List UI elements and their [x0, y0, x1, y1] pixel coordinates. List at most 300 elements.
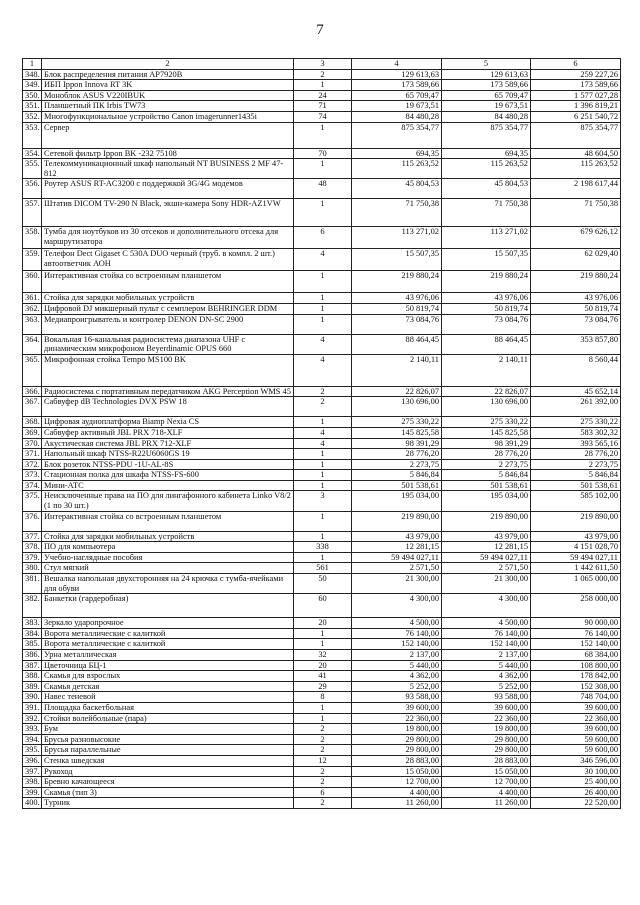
total-cost: 59 600,00 [531, 745, 621, 756]
item-name: Урна металлическая [42, 650, 294, 661]
table-row [23, 618, 621, 629]
row-number: 393. [23, 724, 42, 735]
row-number: 400. [23, 798, 42, 809]
item-name: Стойка для зарядки мобильных устройств [42, 531, 294, 542]
row-number: 379. [23, 552, 42, 563]
unit-price: 29 800,00 [352, 745, 442, 756]
item-name: Телекоммуникационный шкаф напольный NT BUSINESS 2 MF 47-812 [42, 159, 294, 179]
unit-price: 65 709,47 [352, 90, 442, 101]
item-name: Неисключенные права на ПО для лингафонного кабинета Linko V8/2 (1 по 30 шт.) [42, 491, 294, 511]
table-row [23, 594, 621, 618]
total-cost: 30 100,00 [531, 766, 621, 777]
item-name: Сабвуфер активный JBL PRX 718-XLF [42, 427, 294, 438]
cost: 59 494 027,11 [442, 552, 531, 563]
table-row [23, 80, 621, 91]
quantity: 2 [294, 69, 352, 80]
total-cost: 62 029,40 [531, 249, 621, 271]
unit-price: 73 084,76 [352, 314, 442, 334]
table-row [23, 459, 621, 470]
cost: 73 084,76 [442, 314, 531, 334]
inventory-table [22, 58, 621, 809]
total-cost: 353 857,80 [531, 334, 621, 354]
quantity: 2 [294, 386, 352, 397]
row-number: 357. [23, 199, 42, 227]
cost: 29 800,00 [442, 734, 531, 745]
cost: 88 464,45 [442, 334, 531, 354]
table-row [23, 249, 621, 271]
total-cost: 115 263,52 [531, 159, 621, 179]
row-number: 367. [23, 397, 42, 417]
item-name: Тумба для ноутбуков из 30 отсеков и дополнительного отсека для маршрутизатора [42, 227, 294, 249]
table-row [23, 734, 621, 745]
table-row [23, 199, 621, 227]
unit-price: 4 300,00 [352, 594, 442, 618]
cost: 4 400,00 [442, 787, 531, 798]
unit-price: 12 700,00 [352, 777, 442, 788]
quantity: 1 [294, 122, 352, 148]
total-cost: 73 084,76 [531, 314, 621, 334]
table-row [23, 179, 621, 199]
unit-price: 19 673,51 [352, 101, 442, 112]
row-number: 395. [23, 745, 42, 756]
unit-price: 129 613,63 [352, 69, 442, 80]
item-name: Брусья параллельные [42, 745, 294, 756]
row-number: 371. [23, 449, 42, 460]
total-cost: 346 596,00 [531, 755, 621, 766]
total-cost: 748 704,00 [531, 692, 621, 703]
cost: 93 588,00 [442, 692, 531, 703]
unit-price: 219 890,00 [352, 511, 442, 531]
table-row [23, 90, 621, 101]
row-number: 381. [23, 574, 42, 594]
cost: 39 600,00 [442, 702, 531, 713]
cost: 98 391,29 [442, 438, 531, 449]
cost: 28 776,20 [442, 449, 531, 460]
row-number: 385. [23, 639, 42, 650]
item-name: Рукоход [42, 766, 294, 777]
cost: 275 330,22 [442, 417, 531, 428]
item-name: Бревно качающееся [42, 777, 294, 788]
total-cost: 50 819,74 [531, 303, 621, 314]
unit-price: 98 391,29 [352, 438, 442, 449]
quantity: 50 [294, 574, 352, 594]
item-name: Учебно-наглядные пособия [42, 552, 294, 563]
quantity: 4 [294, 249, 352, 271]
cost: 71 750,38 [442, 199, 531, 227]
cost: 129 613,63 [442, 69, 531, 80]
row-number: 362. [23, 303, 42, 314]
row-number: 352. [23, 111, 42, 122]
quantity: 20 [294, 618, 352, 629]
cost: 19 800,00 [442, 724, 531, 735]
unit-price: 39 600,00 [352, 702, 442, 713]
unit-price: 875 354,77 [352, 122, 442, 148]
table-row [23, 563, 621, 574]
table-row [23, 480, 621, 491]
table-row [23, 777, 621, 788]
item-name: Напольный шкаф NTSS-R22U6060GS 19 [42, 449, 294, 460]
table-row [23, 314, 621, 334]
unit-price: 152 140,00 [352, 639, 442, 650]
total-cost: 43 976,06 [531, 293, 621, 304]
row-number: 363. [23, 314, 42, 334]
table-row [23, 69, 621, 80]
row-number: 370. [23, 438, 42, 449]
cost: 21 300,00 [442, 574, 531, 594]
unit-price: 43 976,06 [352, 293, 442, 304]
quantity: 74 [294, 111, 352, 122]
cost: 2 140,11 [442, 354, 531, 386]
unit-price: 15 507,35 [352, 249, 442, 271]
column-header: 1 [23, 59, 42, 70]
item-name: Вокальная 16-канальная радиосистема диапазона UHF с динамическим микрофоном Beyerdinamic OPUS 660 [42, 334, 294, 354]
row-number: 351. [23, 101, 42, 112]
unit-price: 93 588,00 [352, 692, 442, 703]
cost: 5 846,84 [442, 470, 531, 481]
quantity: 6 [294, 787, 352, 798]
quantity: 70 [294, 148, 352, 159]
row-number: 354. [23, 148, 42, 159]
quantity: 338 [294, 542, 352, 553]
cost: 875 354,77 [442, 122, 531, 148]
table-row [23, 628, 621, 639]
row-number: 358. [23, 227, 42, 249]
quantity: 1 [294, 531, 352, 542]
row-number: 375. [23, 491, 42, 511]
unit-price: 2 571,50 [352, 563, 442, 574]
row-number: 372. [23, 459, 42, 470]
table-row [23, 417, 621, 428]
item-name: Цифровая аудиоплатформа Biamp Nexia CS [42, 417, 294, 428]
total-cost: 583 302,32 [531, 427, 621, 438]
item-name: Стенка шведская [42, 755, 294, 766]
item-name: Зеркало ударопрочное [42, 618, 294, 629]
table-row [23, 671, 621, 682]
row-number: 369. [23, 427, 42, 438]
quantity: 8 [294, 692, 352, 703]
quantity: 2 [294, 766, 352, 777]
item-name: Микрофонная стойка Tempo MS100 BK [42, 354, 294, 386]
row-number: 386. [23, 650, 42, 661]
item-name: Многофункциональное устройство Canon imagerunner1435i [42, 111, 294, 122]
unit-price: 76 140,00 [352, 628, 442, 639]
item-name: Штатив DICOM TV-290 N Black, экшн-камера Sony HDR-AZ1VW [42, 199, 294, 227]
quantity: 1 [294, 293, 352, 304]
unit-price: 21 300,00 [352, 574, 442, 594]
row-number: 389. [23, 681, 42, 692]
table-row [23, 227, 621, 249]
row-number: 366. [23, 386, 42, 397]
cost: 5 252,00 [442, 681, 531, 692]
unit-price: 88 464,45 [352, 334, 442, 354]
item-name: Стойка для зарядки мобильных устройств [42, 293, 294, 304]
total-cost: 22 360,00 [531, 713, 621, 724]
unit-price: 2 137,00 [352, 650, 442, 661]
quantity: 71 [294, 101, 352, 112]
unit-price: 12 281,15 [352, 542, 442, 553]
quantity: 1 [294, 628, 352, 639]
cost: 22 360,00 [442, 713, 531, 724]
unit-price: 15 050,00 [352, 766, 442, 777]
total-cost: 4 151 028,70 [531, 542, 621, 553]
unit-price: 5 440,00 [352, 660, 442, 671]
item-name: Акустическая система JBL PRX 712-XLF [42, 438, 294, 449]
total-cost: 1 396 819,21 [531, 101, 621, 112]
quantity: 41 [294, 671, 352, 682]
total-cost: 875 354,77 [531, 122, 621, 148]
item-name: Роутер ASUS RT-AC3200 с поддержкой 3G/4G модемов [42, 179, 294, 199]
table-row [23, 293, 621, 304]
row-number: 380. [23, 563, 42, 574]
table-row [23, 449, 621, 460]
unit-price: 173 589,66 [352, 80, 442, 91]
quantity: 561 [294, 563, 352, 574]
quantity: 32 [294, 650, 352, 661]
total-cost: 1 065 000,00 [531, 574, 621, 594]
quantity: 6 [294, 227, 352, 249]
total-cost: 258 000,00 [531, 594, 621, 618]
quantity: 2 [294, 798, 352, 809]
total-cost: 219 880,24 [531, 271, 621, 293]
unit-price: 22 826,07 [352, 386, 442, 397]
unit-price: 4 500,00 [352, 618, 442, 629]
unit-price: 195 034,00 [352, 491, 442, 511]
item-name: Стационная полка для шкафа NTSS-FS-600 [42, 470, 294, 481]
unit-price: 28 883,00 [352, 755, 442, 766]
row-number: 378. [23, 542, 42, 553]
item-name: Моноблок ASUS V220IBUK [42, 90, 294, 101]
column-header: 3 [294, 59, 352, 70]
quantity: 4 [294, 334, 352, 354]
quantity: 1 [294, 713, 352, 724]
unit-price: 29 800,00 [352, 734, 442, 745]
item-name: Стул мягкий [42, 563, 294, 574]
total-cost: 76 140,00 [531, 628, 621, 639]
quantity: 4 [294, 354, 352, 386]
quantity: 3 [294, 491, 352, 511]
cost: 219 890,00 [442, 511, 531, 531]
total-cost: 679 626,12 [531, 227, 621, 249]
table-row [23, 542, 621, 553]
quantity: 4 [294, 427, 352, 438]
table-row [23, 438, 621, 449]
quantity: 12 [294, 755, 352, 766]
row-number: 396. [23, 755, 42, 766]
item-name: Банкетки (гардеробная) [42, 594, 294, 618]
row-number: 392. [23, 713, 42, 724]
unit-price: 22 360,00 [352, 713, 442, 724]
unit-price: 59 494 027,11 [352, 552, 442, 563]
item-name: Сабвуфер dB Technologies DVX PSW 18 [42, 397, 294, 417]
cost: 15 507,35 [442, 249, 531, 271]
total-cost: 26 400,00 [531, 787, 621, 798]
cost: 29 800,00 [442, 745, 531, 756]
cost: 45 804,53 [442, 179, 531, 199]
quantity: 1 [294, 159, 352, 179]
unit-price: 11 260,00 [352, 798, 442, 809]
quantity: 20 [294, 660, 352, 671]
unit-price: 130 696,00 [352, 397, 442, 417]
table-row [23, 122, 621, 148]
table-row [23, 766, 621, 777]
table-row [23, 660, 621, 671]
cost: 145 825,58 [442, 427, 531, 438]
row-number: 384. [23, 628, 42, 639]
total-cost: 59 494 027,11 [531, 552, 621, 563]
item-name: Стойки волейбольные (пара) [42, 713, 294, 724]
unit-price: 5 252,00 [352, 681, 442, 692]
total-cost: 152 308,00 [531, 681, 621, 692]
cost: 76 140,00 [442, 628, 531, 639]
quantity: 1 [294, 511, 352, 531]
row-number: 382. [23, 594, 42, 618]
row-number: 376. [23, 511, 42, 531]
quantity: 1 [294, 303, 352, 314]
table-row [23, 702, 621, 713]
total-cost: 393 565,16 [531, 438, 621, 449]
item-name: Интерактивная стойка со встроенным планшетом [42, 511, 294, 531]
item-name: Радиосистема с портативным передатчиком AKG Perception WMS 45 [42, 386, 294, 397]
row-number: 355. [23, 159, 42, 179]
total-cost: 219 890,00 [531, 511, 621, 531]
quantity: 1 [294, 314, 352, 334]
table-row [23, 650, 621, 661]
item-name: Навес теневой [42, 692, 294, 703]
unit-price: 145 825,58 [352, 427, 442, 438]
table-row [23, 427, 621, 438]
row-number: 360. [23, 271, 42, 293]
quantity: 1 [294, 459, 352, 470]
table-row [23, 148, 621, 159]
total-cost: 28 776,20 [531, 449, 621, 460]
table-row [23, 511, 621, 531]
table-row [23, 552, 621, 563]
item-name: Скамья детская [42, 681, 294, 692]
total-cost: 5 846,84 [531, 470, 621, 481]
item-name: Турник [42, 798, 294, 809]
header-row [23, 59, 621, 70]
row-number: 349. [23, 80, 42, 91]
row-number: 373. [23, 470, 42, 481]
quantity: 2 [294, 745, 352, 756]
cost: 152 140,00 [442, 639, 531, 650]
unit-price: 115 263,52 [352, 159, 442, 179]
table-row [23, 724, 621, 735]
total-cost: 90 000,00 [531, 618, 621, 629]
unit-price: 84 480,28 [352, 111, 442, 122]
row-number: 374. [23, 480, 42, 491]
quantity: 24 [294, 90, 352, 101]
row-number: 350. [23, 90, 42, 101]
row-number: 377. [23, 531, 42, 542]
cost: 19 673,51 [442, 101, 531, 112]
row-number: 383. [23, 618, 42, 629]
cost: 115 263,52 [442, 159, 531, 179]
quantity: 60 [294, 594, 352, 618]
cost: 22 826,07 [442, 386, 531, 397]
cost: 43 979,00 [442, 531, 531, 542]
row-number: 390. [23, 692, 42, 703]
item-name: Мини-АТС [42, 480, 294, 491]
row-number: 388. [23, 671, 42, 682]
item-name: Блок розеток NTSS-PDU -1U-AL-8S [42, 459, 294, 470]
quantity: 1 [294, 80, 352, 91]
table-row [23, 531, 621, 542]
cost: 2 273,75 [442, 459, 531, 470]
total-cost: 275 330,22 [531, 417, 621, 428]
cost: 43 976,06 [442, 293, 531, 304]
total-cost: 173 589,66 [531, 80, 621, 91]
cost: 5 440,00 [442, 660, 531, 671]
total-cost: 25 400,00 [531, 777, 621, 788]
item-name: Планшетный ПК Irbis TW73 [42, 101, 294, 112]
cost: 12 281,15 [442, 542, 531, 553]
total-cost: 48 604,50 [531, 148, 621, 159]
cost: 195 034,00 [442, 491, 531, 511]
row-number: 361. [23, 293, 42, 304]
cost: 2 137,00 [442, 650, 531, 661]
table-row [23, 574, 621, 594]
total-cost: 259 227,26 [531, 69, 621, 80]
unit-price: 45 804,53 [352, 179, 442, 199]
unit-price: 2 273,75 [352, 459, 442, 470]
cost: 50 819,74 [442, 303, 531, 314]
quantity: 2 [294, 397, 352, 417]
row-number: 359. [23, 249, 42, 271]
unit-price: 275 330,22 [352, 417, 442, 428]
column-header: 4 [352, 59, 442, 70]
unit-price: 28 776,20 [352, 449, 442, 460]
cost: 173 589,66 [442, 80, 531, 91]
total-cost: 1 442 611,50 [531, 563, 621, 574]
quantity: 1 [294, 470, 352, 481]
cost: 11 260,00 [442, 798, 531, 809]
table-row [23, 713, 621, 724]
table-row [23, 639, 621, 650]
table-row [23, 111, 621, 122]
item-name: ИБП Ippon Innova RT 3K [42, 80, 294, 91]
total-cost: 71 750,38 [531, 199, 621, 227]
unit-price: 4 400,00 [352, 787, 442, 798]
total-cost: 178 842,00 [531, 671, 621, 682]
item-name: Ворота металлические с калиткой [42, 639, 294, 650]
unit-price: 43 979,00 [352, 531, 442, 542]
quantity: 2 [294, 734, 352, 745]
table-row [23, 470, 621, 481]
unit-price: 113 271,02 [352, 227, 442, 249]
row-number: 353. [23, 122, 42, 148]
item-name: Ворота металлические с калиткой [42, 628, 294, 639]
row-number: 356. [23, 179, 42, 199]
table-row [23, 755, 621, 766]
item-name: Сетевой фильтр Ippon BK -232 75108 [42, 148, 294, 159]
table-row [23, 491, 621, 511]
unit-price: 19 800,00 [352, 724, 442, 735]
cost: 501 538,61 [442, 480, 531, 491]
table-row [23, 692, 621, 703]
unit-price: 71 750,38 [352, 199, 442, 227]
row-number: 368. [23, 417, 42, 428]
quantity: 1 [294, 702, 352, 713]
total-cost: 585 102,00 [531, 491, 621, 511]
row-number: 398. [23, 777, 42, 788]
unit-price: 501 538,61 [352, 480, 442, 491]
column-header: 6 [531, 59, 621, 70]
cost: 12 700,00 [442, 777, 531, 788]
row-number: 399. [23, 787, 42, 798]
row-number: 387. [23, 660, 42, 671]
unit-price: 694,35 [352, 148, 442, 159]
